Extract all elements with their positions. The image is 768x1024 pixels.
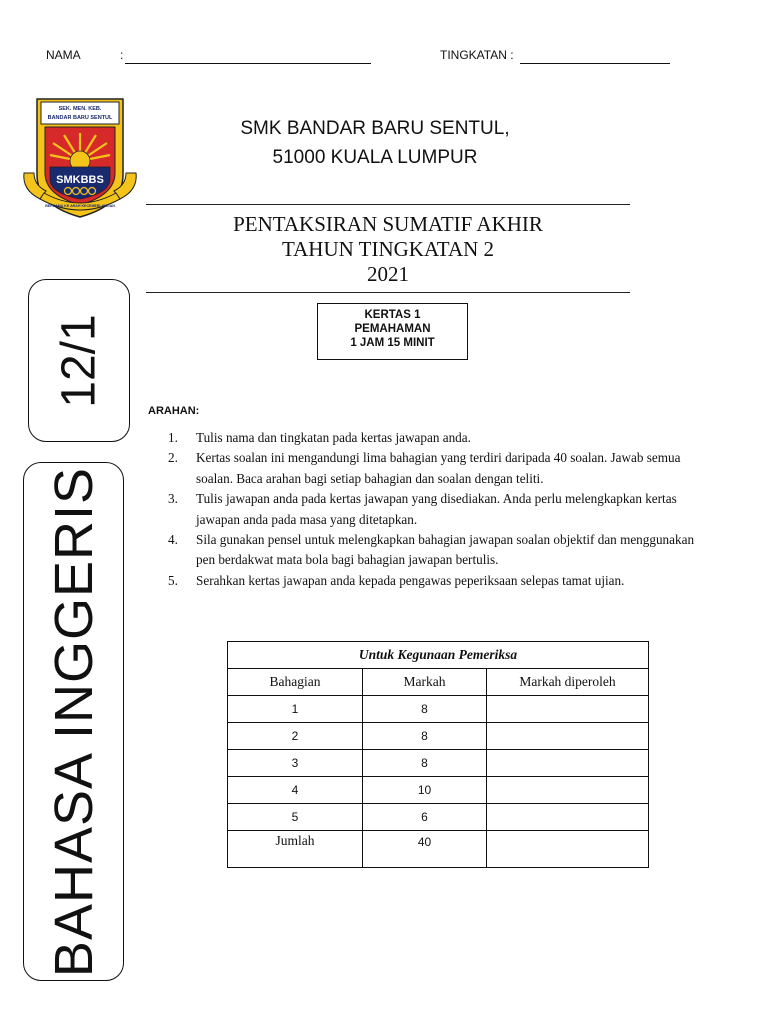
table-row — [228, 750, 649, 777]
exam-year: 2021 — [367, 262, 409, 286]
tingkatan-label: TINGKATAN : — [440, 48, 514, 62]
header-markah-diperoleh: Markah diperoleh — [487, 669, 649, 696]
tingkatan-blank-line[interactable] — [520, 51, 670, 64]
subject-name-box — [23, 462, 124, 981]
cell-jumlah-diperoleh[interactable] — [487, 831, 649, 868]
cell-bahagian: 4 — [228, 777, 363, 804]
cell-bahagian: 1 — [228, 696, 363, 723]
divider-bottom — [146, 292, 630, 293]
instruction-item: 3. Tulis jawapan anda pada kertas jawapan yang disediakan. Anda perlu melengkapkan kertas jawapan anda pada masa yang ditetapkan. — [168, 491, 677, 527]
logo-emblem-text: SMKBBS — [56, 174, 104, 186]
nama-colon: : — [120, 48, 124, 62]
divider-top — [146, 204, 630, 205]
paper-number: KERTAS 1 — [364, 309, 421, 321]
table-row — [228, 777, 649, 804]
cell-markah-diperoleh[interactable] — [487, 723, 649, 750]
cell-markah: 8 — [363, 723, 487, 750]
school-name: SMK BANDAR BARU SENTUL, — [240, 118, 510, 139]
subject-code-box — [28, 279, 130, 442]
exam-title-line-1: PENTAKSIRAN SUMATIF AKHIR — [233, 212, 543, 236]
cell-markah-diperoleh[interactable] — [487, 804, 649, 831]
instruction-item: 4. Sila gunakan pensel untuk melengkapkan bahagian jawapan soalan objektif dan menggunakan pen berdakwat mata bola bagi bahagian jawapan bertulis. — [168, 532, 695, 568]
subject-code: 12/1 — [52, 313, 106, 408]
nama-blank-line[interactable] — [125, 51, 371, 64]
school-logo — [20, 95, 140, 220]
logo-text-top-1: SEK. MEN. KEB. — [58, 106, 102, 112]
table-row-total — [228, 831, 649, 868]
exam-title — [146, 212, 630, 287]
subject-name: BAHASA INGGERIS — [43, 466, 104, 977]
cell-markah: 8 — [363, 750, 487, 777]
cell-markah: 8 — [363, 696, 487, 723]
school-address — [200, 114, 550, 172]
nama-label: NAMA — [46, 48, 81, 62]
cell-markah: 10 — [363, 777, 487, 804]
logo-text-top-2: BANDAR BARU SENTUL — [47, 115, 113, 121]
cell-bahagian: 3 — [228, 750, 363, 777]
cell-markah: 6 — [363, 804, 487, 831]
table-row — [228, 696, 649, 723]
cell-markah-diperoleh[interactable] — [487, 750, 649, 777]
examiner-marks-table — [227, 641, 649, 868]
instructions-label: ARAHAN: — [148, 405, 200, 417]
marks-table-title: Untuk Kegunaan Pemeriksa — [228, 642, 649, 669]
instruction-item: 2. Kertas soalan ini mengandungi lima bahagian yang terdiri daripada 40 soalan. Jawab semua soalan. Baca arahan bagi setiap bahagian dan soalan dengan teliti. — [168, 450, 681, 486]
cell-jumlah: Jumlah — [228, 831, 363, 868]
cell-bahagian: 2 — [228, 723, 363, 750]
exam-title-line-2: TAHUN TINGKATAN 2 — [281, 237, 495, 261]
logo-motto: BERSAMA KE ARAH KECEMERLANGAN — [45, 204, 115, 208]
table-row — [228, 723, 649, 750]
paper-info-box — [317, 303, 468, 360]
header-bahagian: Bahagian — [228, 669, 363, 696]
paper-type: PEMAHAMAN — [354, 323, 431, 335]
table-row — [228, 804, 649, 831]
cell-jumlah-markah: 40 — [363, 831, 487, 868]
instruction-item: 5. Serahkan kertas jawapan anda kepada pengawas peperiksaan selepas tamat ujian. — [168, 572, 625, 588]
paper-duration: 1 JAM 15 MINIT — [350, 337, 435, 349]
school-city: 51000 KUALA LUMPUR — [272, 147, 478, 168]
cell-bahagian: 5 — [228, 804, 363, 831]
cell-markah-diperoleh[interactable] — [487, 777, 649, 804]
instructions-list — [168, 428, 708, 591]
instruction-item: 1. Tulis nama dan tingkatan pada kertas jawapan anda. — [168, 430, 471, 445]
header-markah: Markah — [363, 669, 487, 696]
cell-markah-diperoleh[interactable] — [487, 696, 649, 723]
